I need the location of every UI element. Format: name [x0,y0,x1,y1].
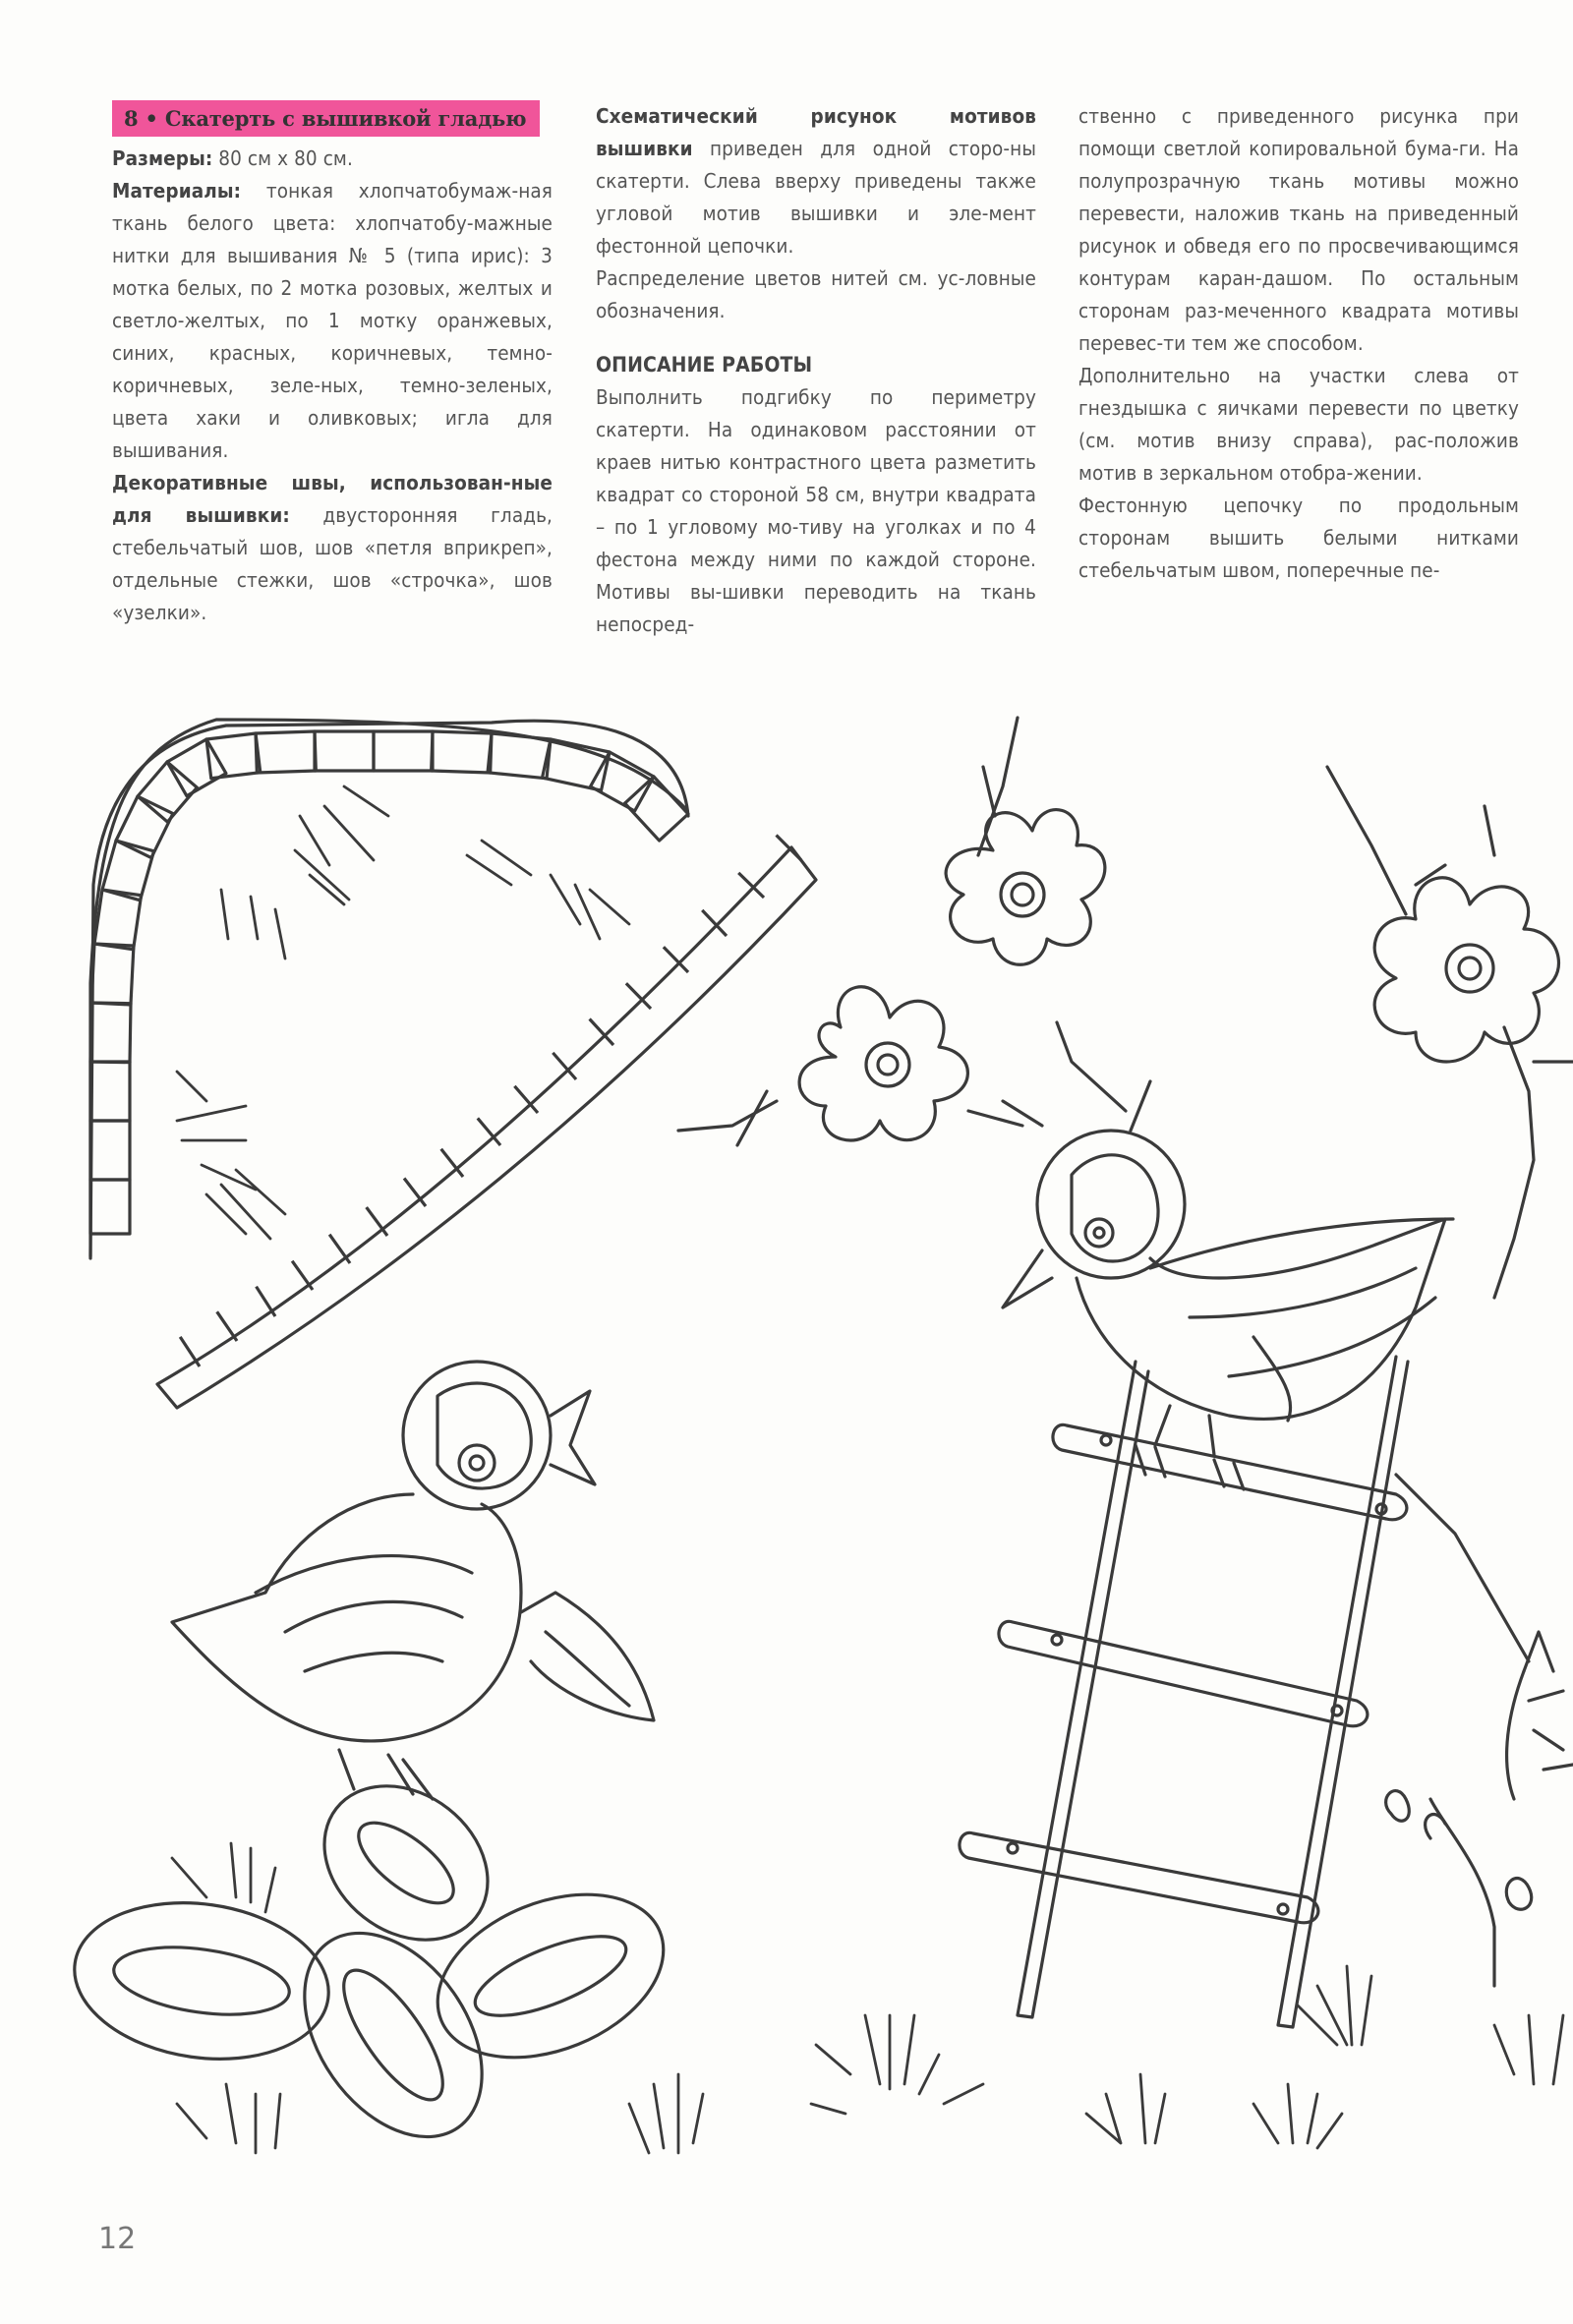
chain-divider [514,1086,538,1113]
chain-link [315,731,374,771]
chain-divider [180,1337,200,1366]
sizes-text: 80 см x 80 см. [212,146,353,170]
chain-divider [553,1053,576,1079]
sizes-label: Размеры: [112,146,213,170]
chain-link [90,1121,130,1180]
transfer-paragraph: ственно с приведенного рисунка при помощи светлой копировальной бума-ги. На полупрозрачную ткань мотивы можно перевести, наложив ткань на приведенный рисунок и обведя его по просвечивающимся контурам каран-дашом. По остальным сторонам раз-меченного квадрата мотивы перевес-ти тем же способом. [1078,104,1519,355]
section-heading: ОПИСАНИЕ РАБОТЫ [596,353,813,377]
stitches-text: двусторонняя гладь, стебельчатый шов, шов «петля вприкреп», отдельные стежки, шов «строчка», шов «узелки». [112,503,553,624]
chain-divider [292,1261,313,1290]
scheme-text: приведен для одной сторо-ны скатерти. Слева вверху приведены также угловой мотив вышивки и эле-мент фестонной цепочки. [596,137,1036,258]
chain-link [591,752,654,811]
chain-link [432,731,492,773]
chain-divider [702,910,727,936]
materials-text: тонкая хлопчатобумаж-ная ткань белого цвета: хлопчатобу-мажные нитки для вышивания № 5 (типа ирис): 3 мотка белых, по 2 мотка розовых, желтых и светло-желтых, по 1 мотку оранжевых, синих, красных, коричневых, темно-коричневых, зеле-ных, темно-зеленых, цвета хаки и оливковых; игла для вышивания. [112,179,553,462]
chain-divider [257,1287,275,1316]
chain-link [138,762,197,822]
chain-divider [441,1149,463,1177]
colors-paragraph: Распределение цветов нитей см. ус-ловные обозначения. [596,266,1036,322]
chain-link [90,1180,130,1234]
page-number: 12 [98,2222,137,2256]
chain-divider [367,1207,387,1236]
chain-divider [478,1118,500,1145]
chain-link [90,1062,130,1121]
chain-divider [217,1311,237,1341]
scheme-label: Схематический рисунок мотивов вышивки [596,104,1036,160]
chain-link [543,739,610,790]
stitches-label: Декоративные швы, использован-ные для вышивки: [112,471,553,527]
chain-divider [404,1178,426,1206]
materials-label: Материалы: [112,179,242,203]
chain-divider [738,873,764,898]
chain-paragraph: Фестонную цепочку по продольным сторонам вышить белыми нитками стебельчатым швом, поперечные пе- [1078,494,1519,582]
chain-divider [329,1235,350,1263]
chain-link [488,733,551,779]
chain-link [374,731,433,771]
chain-divider [590,1019,613,1045]
chain-link [256,731,316,773]
chain-divider [777,836,801,860]
page-title: 8 • Скатерть с вышивкой гладью [112,100,540,137]
chain-divider [664,947,688,972]
chain-divider [626,983,651,1009]
chain-link [90,1003,131,1063]
work-paragraph: Выполнить подгибку по периметру скатерти. На одинаковом расстоянии от краев нитью контрастного цвета разметить квадрат со стороной 58 см, внутри квадрата – по 1 угловому мо-тиву на уголках и по 4 фестона между ними по каждой стороне. Мотивы вы-шивки переводить на ткань непосред- [596,385,1036,636]
chain-link [91,944,134,1005]
flower-paragraph: Дополнительно на участки слева от гнездышка с яичками перевести по цветку (см. мотив внизу справа), рас-положив мотив в зеркальном отобра-жении. [1078,364,1519,485]
